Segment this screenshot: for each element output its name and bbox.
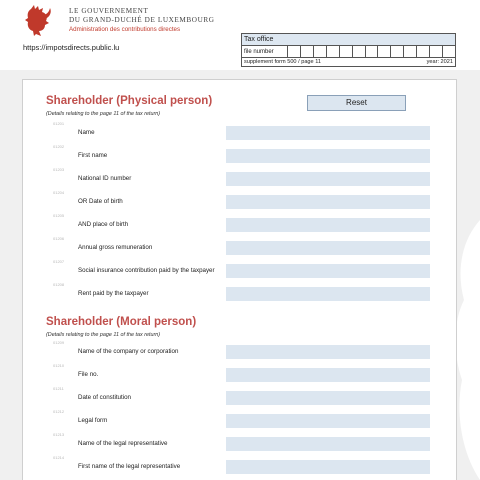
form-row — [23, 340, 458, 360]
file-number-row — [242, 46, 455, 58]
year-text: year: 2021 — [426, 59, 453, 65]
field-label: OR Date of birth — [78, 198, 123, 205]
field-label: Name of the legal representative — [78, 440, 168, 447]
field-label: First name — [78, 152, 108, 159]
reset-button[interactable]: Reset — [307, 95, 406, 111]
field-label: Name of the company or corporation — [78, 348, 179, 355]
supplement-text: supplement form 500 / page 11 — [244, 59, 322, 65]
first-name-input[interactable] — [226, 149, 430, 163]
field-code: 01213 — [53, 432, 65, 437]
file-number-cell[interactable] — [430, 46, 443, 57]
form-row — [23, 259, 458, 279]
file-number-cell[interactable] — [353, 46, 366, 57]
government-title — [69, 7, 215, 34]
file-number-cell[interactable] — [417, 46, 430, 57]
field-label: Date of constitution — [78, 394, 131, 401]
field-label: AND place of birth — [78, 221, 129, 228]
site-url: https://impotsdirects.public.lu — [23, 43, 120, 52]
field-code: 01206 — [53, 236, 65, 241]
file-number-cell[interactable] — [327, 46, 340, 57]
field-code: 01210 — [53, 363, 65, 368]
form-row — [23, 282, 458, 302]
form-row — [23, 455, 458, 475]
form-row — [23, 213, 458, 233]
form-row — [23, 121, 458, 141]
rent-paid-input[interactable] — [226, 287, 430, 301]
field-code: 01201 — [53, 121, 65, 126]
name-input[interactable] — [226, 126, 430, 140]
form-row — [23, 144, 458, 164]
form-row — [23, 409, 458, 429]
form-row — [23, 363, 458, 383]
form-row — [23, 167, 458, 187]
field-label: Name — [78, 129, 95, 136]
field-code: 01202 — [53, 144, 65, 149]
section-note-physical: (Details relating to the page 11 of the tax return) — [46, 111, 161, 117]
social-insurance-input[interactable] — [226, 264, 430, 278]
field-code: 01212 — [53, 409, 65, 414]
legal-form-input[interactable] — [226, 414, 430, 428]
section-note-moral: (Details relating to the page 11 of the tax return) — [46, 332, 161, 338]
section-title-moral: Shareholder (Moral person) — [46, 316, 197, 328]
field-code: 01211 — [53, 386, 64, 391]
field-label: Legal form — [78, 417, 108, 424]
tax-office-title: Tax office — [242, 34, 455, 46]
gross-remuneration-input[interactable] — [226, 241, 430, 255]
file-number-label: file number — [242, 46, 288, 57]
field-label: Annual gross remuneration — [78, 244, 153, 251]
date-of-birth-input[interactable] — [226, 195, 430, 209]
field-label: National ID number — [78, 175, 132, 182]
date-of-constitution-input[interactable] — [226, 391, 430, 405]
field-label: Rent paid by the taxpayer — [78, 290, 149, 297]
field-label: First name of the legal representative — [78, 463, 181, 470]
file-number-cell[interactable] — [301, 46, 314, 57]
form-row — [23, 236, 458, 256]
section-title-physical: Shareholder (Physical person) — [46, 95, 213, 107]
file-number-cell[interactable] — [404, 46, 417, 57]
company-name-input[interactable] — [226, 345, 430, 359]
gov-line3: Administration des contributions directes — [69, 26, 181, 33]
field-label: File no. — [78, 371, 99, 378]
legal-rep-name-input[interactable] — [226, 437, 430, 451]
file-number-cell[interactable] — [340, 46, 353, 57]
form-row — [23, 386, 458, 406]
file-number-cell[interactable] — [366, 46, 379, 57]
gov-line2: DU GRAND-DUCHÉ DE LUXEMBOURG — [69, 16, 215, 24]
tax-office-box — [241, 33, 456, 67]
field-code: 01203 — [53, 167, 65, 172]
field-code: 01207 — [53, 259, 65, 264]
header — [0, 0, 480, 70]
file-number-cell[interactable] — [314, 46, 327, 57]
field-label: Social insurance contribution paid by the taxpayer — [78, 267, 215, 274]
document-canvas — [0, 70, 480, 480]
field-code: 01208 — [53, 282, 65, 287]
field-code: 01214 — [53, 455, 65, 460]
file-number-cell[interactable] — [378, 46, 391, 57]
form-row — [23, 432, 458, 452]
file-number-cell[interactable] — [391, 46, 404, 57]
file-number-cell[interactable] — [288, 46, 301, 57]
file-number-cell[interactable] — [443, 46, 455, 57]
form-sheet — [22, 79, 457, 480]
form-row — [23, 190, 458, 210]
national-id-input[interactable] — [226, 172, 430, 186]
field-code: 01204 — [53, 190, 65, 195]
legal-rep-first-name-input[interactable] — [226, 460, 430, 474]
field-code: 01205 — [53, 213, 65, 218]
supplement-row — [242, 58, 455, 66]
place-of-birth-input[interactable] — [226, 218, 430, 232]
gov-line1: LE GOUVERNEMENT — [69, 7, 149, 15]
field-code: 01209 — [53, 340, 65, 345]
file-no-input[interactable] — [226, 368, 430, 382]
lion-icon — [23, 3, 53, 37]
